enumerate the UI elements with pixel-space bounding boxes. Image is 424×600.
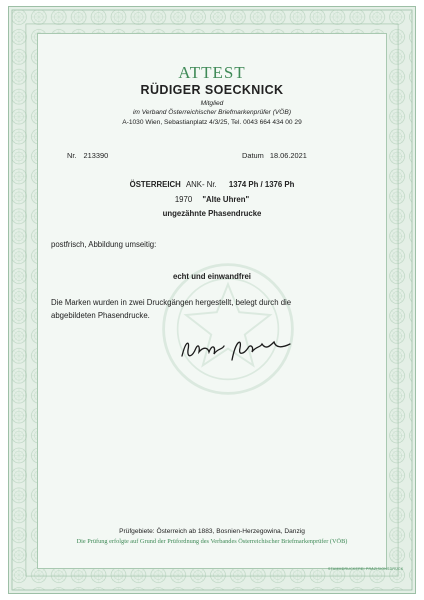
address-line: A-1030 Wien, Sebastianplatz 4/3/25, Tel. 0043 664 434 00 29 (122, 119, 302, 126)
number-value: 213390 (83, 151, 109, 160)
issue-year: 1970 (174, 195, 193, 204)
date-value: 18.06.2021 (269, 151, 307, 160)
statute-note: Die Prüfung erfolgte auf Grund der Prüfordnung des Verbandes Österreichischer Briefmarkenprüfer (VÖB) (76, 538, 348, 545)
item-line (0, 180, 424, 189)
remark-line-2: abgebildeten Phasendrucke. (51, 311, 150, 320)
issue-name: "Alte Uhren" (202, 195, 250, 204)
examiner-name: RÜDIGER SOECKNICK (140, 83, 284, 97)
certificate-number (67, 151, 108, 160)
member-label: Mitglied (200, 100, 224, 107)
catalog-label: ANK- Nr. (185, 180, 217, 189)
date-label: Datum (242, 151, 264, 160)
condition-text: postfrisch, Abbildung umseitig: (51, 240, 157, 249)
expertise-areas: Prüfgebiete: Österreich ab 1883, Bosnien-Herzegowina, Danzig (119, 528, 305, 535)
country: ÖSTERREICH (129, 180, 181, 189)
remark-line-1: Die Marken wurden in zwei Druckgängen hergestellt, belegt durch die (51, 298, 292, 307)
catalog-numbers: 1374 Ph / 1376 Ph (228, 180, 295, 189)
item-description: ungezähnte Phasendrucke (162, 209, 262, 218)
certificate-date (242, 151, 307, 160)
certificate-title: ATTEST (178, 63, 246, 82)
association-line: im Verband Österreichischer Briefmarkenprüfer (VÖB) (132, 109, 292, 116)
signature (178, 334, 298, 364)
printer-mark: STAMMDRUCKEREI PRÄZISIONSDRUCK (328, 567, 404, 571)
verdict-text: echt und einwandfrei (173, 272, 251, 281)
number-label: Nr. (67, 151, 77, 160)
issue-line (0, 195, 424, 204)
